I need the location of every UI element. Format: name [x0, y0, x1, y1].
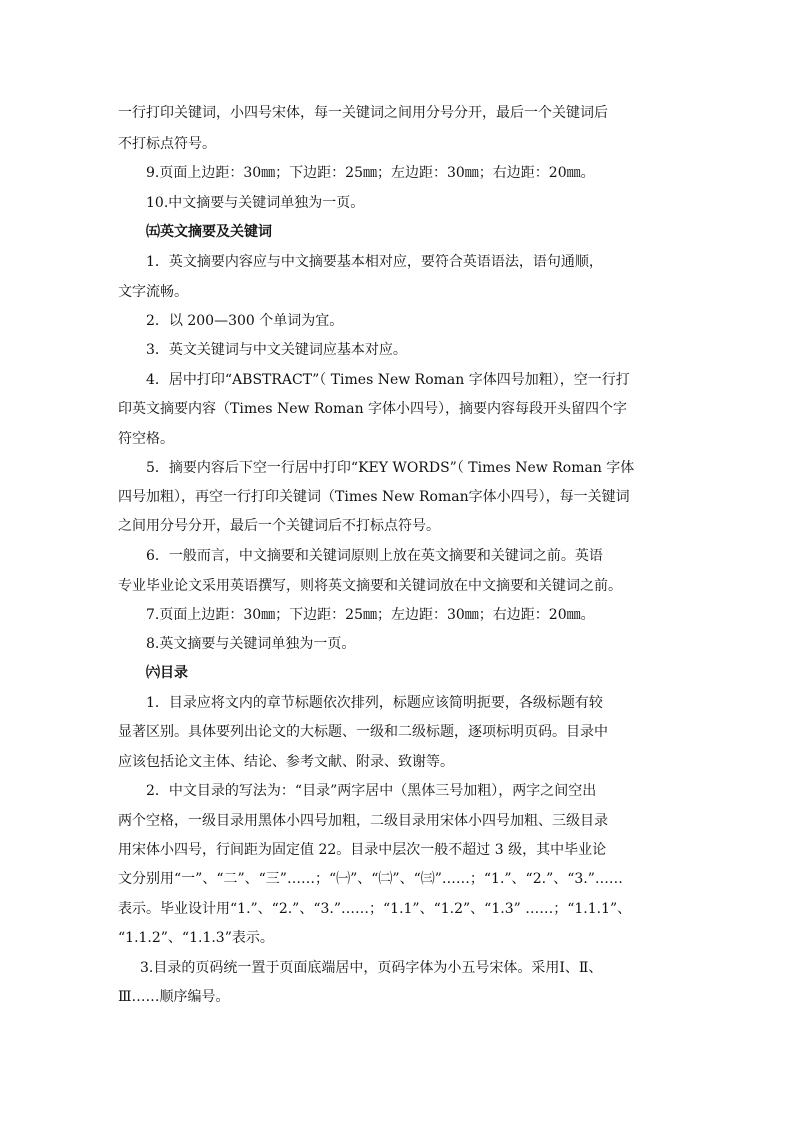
paragraph-line: 9.页面上边距：30㎜；下边距：25㎜；左边距：30㎜；右边距：20㎜。 — [146, 165, 595, 181]
paragraph-line: 6．一般而言，中文摘要和关键词原则上放在英文摘要和关键词之前。英语 — [146, 548, 603, 564]
paragraph-line: 10.中文摘要与关键词单独为一页。 — [146, 195, 365, 211]
paragraph-line: 3．英文关键词与中文关键词应基本对应。 — [146, 342, 407, 358]
paragraph-line: 专业毕业论文采用英语撰写，则将英文摘要和关键词放在中文摘要和关键词之前。 — [118, 578, 622, 594]
paragraph-line: 2．中文目录的写法为：“目录”两字居中（黑体三号加粗），两字之间空出 — [146, 783, 597, 799]
paragraph-line: 1．英文摘要内容应与中文摘要基本相对应，要符合英语语法，语句通顺， — [146, 254, 603, 270]
paragraph-line: 不打标点符号。 — [118, 136, 216, 152]
paragraph-line: 8.英文摘要与关键词单独为一页。 — [146, 636, 356, 652]
paragraph-line: 符空格。 — [118, 431, 174, 447]
paragraph-line: 2．以 200—300 个单词为宜。 — [146, 313, 344, 329]
paragraph-line: 显著区别。具体要列出论文的大标题、一级和二级标题，逐项标明页码。目录中 — [118, 724, 608, 740]
paragraph-line: 文字流畅。 — [118, 284, 188, 300]
paragraph-line: 4．居中打印“ABSTRACT”（ Times New Roman 字体四号加粗），空一行打 — [146, 372, 630, 388]
paragraph-line: Ⅲ……顺序编号。 — [118, 989, 230, 1005]
section-heading: ㈤英文摘要及关键词 — [146, 224, 272, 240]
paragraph-line: 一行打印关键词，小四号宋体，每一关键词之间用分号分开，最后一个关键词后 — [118, 105, 608, 121]
paragraph-line: 3.目录的页码统一置于页面底端居中，页码字体为小五号宋体。采用Ⅰ、Ⅱ、 — [140, 960, 603, 976]
paragraph-line: 两个空格，一级目录用黑体小四号加粗，二级目录用宋体小四号加粗、三级目录 — [118, 813, 608, 829]
section-heading: ㈥目录 — [146, 665, 188, 681]
paragraph-line: 用宋体小四号，行间距为固定值 22。目录中层次一般不超过 3 级，其中毕业论 — [118, 842, 607, 858]
paragraph-line: 表示。毕业设计用“1.”、“2.”、“3.”……；“1.1”、“1.2”、“1.3” ……；“1.1.1”、 — [118, 901, 632, 917]
paragraph-line: 文分别用“一”、“二”、“三”……；“㈠”、“㈡”、“㈢”……；“1.”、“2.”、“3.”…… — [118, 871, 623, 887]
paragraph-line: 印英文摘要内容（Times New Roman 字体小四号），摘要内容每段开头留四个字 — [118, 401, 628, 417]
paragraph-line: 之间用分号分开，最后一个关键词后不打标点符号。 — [118, 518, 440, 534]
paragraph-line: 1．目录应将文内的章节标题依次排列，标题应该简明扼要，各级标题有较 — [146, 695, 603, 711]
paragraph-line: 四号加粗），再空一行打印关键词（Times New Roman字体小四号），每一关键词 — [118, 489, 630, 505]
paragraph-line: 应该包括论文主体、结论、参考文献、附录、致谢等。 — [118, 754, 454, 770]
paragraph-line: “1.1.2”、“1.1.3”表示。 — [118, 930, 274, 946]
paragraph-line: 7.页面上边距：30㎜；下边距：25㎜；左边距：30㎜；右边距：20㎜。 — [146, 607, 595, 623]
paragraph-line: 5．摘要内容后下空一行居中打印“KEY WORDS”（ Times New Roman 字体 — [146, 460, 635, 476]
